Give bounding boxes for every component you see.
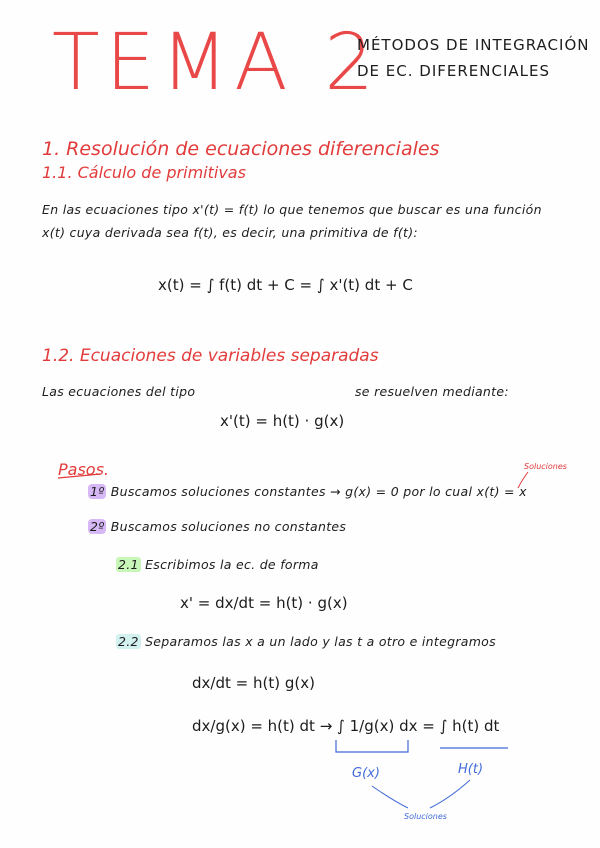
section-1-heading: 1. Resolución de ecuaciones diferenciales <box>42 138 440 160</box>
arrow-g-to-note <box>372 786 408 808</box>
subtitle-line-1: MÉTODOS DE INTEGRACIÓN <box>357 36 590 54</box>
step-2-text: Buscamos soluciones no constantes <box>110 519 347 534</box>
page-title: TEMA 2 <box>52 18 381 108</box>
step-2-2-number: 2.2 <box>118 634 139 649</box>
g-bracket <box>336 740 408 752</box>
step-1-text: Buscamos soluciones constantes → g(x) = 0 por lo cual x(t) = x <box>110 484 527 499</box>
step-2 <box>88 519 346 534</box>
primitive-formula: x(t) = ∫ f(t) dt + C = ∫ x'(t) dt + C <box>158 276 413 294</box>
step-1 <box>88 484 527 499</box>
arrow-h-to-note <box>430 780 470 808</box>
step-2-1-formula: x' = dx/dt = h(t) · g(x) <box>180 594 348 612</box>
step-2-1-number: 2.1 <box>118 557 139 572</box>
step-2-2-equation-b: dx/g(x) = h(t) dt → ∫ 1/g(x) dx = ∫ h(t) dt <box>192 717 500 735</box>
section-1-1-heading: 1.1. Cálculo de primitivas <box>42 163 246 182</box>
step-2-2-text: Separamos las x a un lado y las t a otro e integramos <box>145 634 496 649</box>
separable-formula: x'(t) = h(t) · g(x) <box>220 412 345 430</box>
step-2-2 <box>116 634 496 649</box>
h-label: H(t) <box>458 762 484 777</box>
section-1-text-line-2: x(t) cuya derivada sea f(t), es decir, una primitiva de f(t): <box>42 225 418 240</box>
subtitle-line-2: DE EC. DIFERENCIALES <box>357 62 550 80</box>
step-2-1-text: Escribimos la ec. de forma <box>145 557 319 572</box>
section-2-text-right: se resuelven mediante: <box>355 384 509 399</box>
g-label: G(x) <box>352 766 380 781</box>
step-2-1 <box>116 557 319 572</box>
step-1-number: 1º <box>90 484 105 499</box>
step-2-2-equation-a: dx/dt = h(t) g(x) <box>192 674 315 692</box>
step-1-note: Soluciones <box>524 462 567 471</box>
step-2-number: 2º <box>90 519 105 534</box>
bottom-note: Soluciones <box>404 812 447 821</box>
section-2-text-left: Las ecuaciones del tipo <box>42 384 196 399</box>
pasos-label: Pasos. <box>58 460 109 479</box>
section-1-2-heading: 1.2. Ecuaciones de variables separadas <box>42 346 379 366</box>
section-1-text-line-1: En las ecuaciones tipo x'(t) = f(t) lo que tenemos que buscar es una función <box>42 202 542 217</box>
